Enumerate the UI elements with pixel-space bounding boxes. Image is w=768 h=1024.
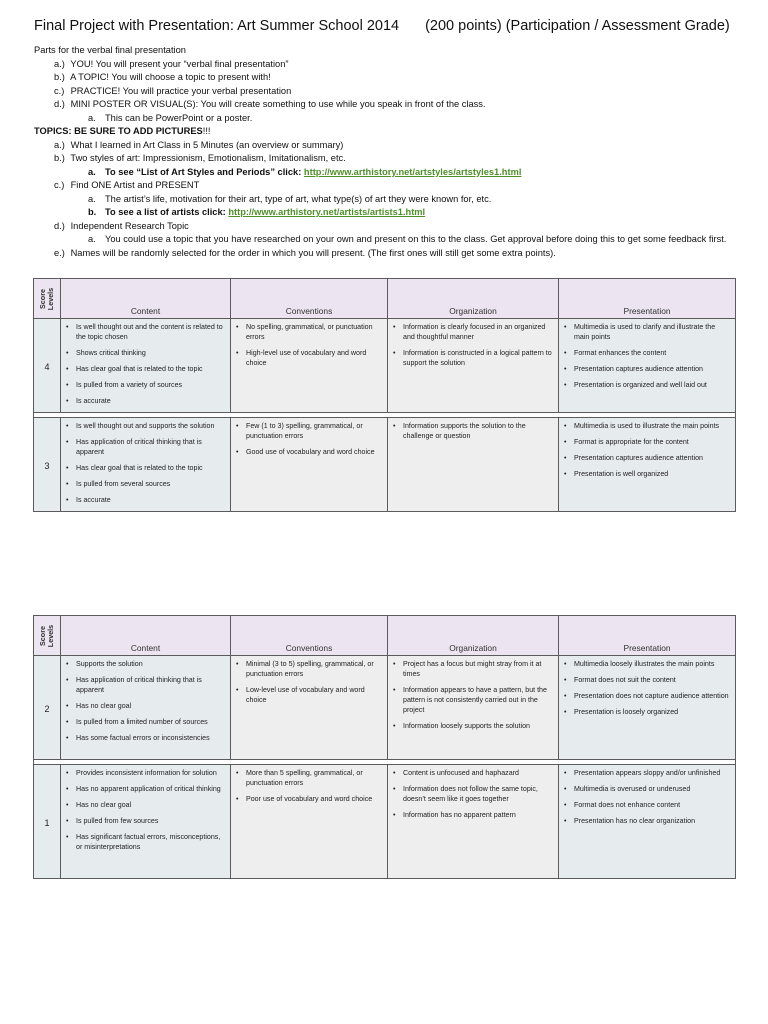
criteria-item: • Presentation captures audience attention [562, 364, 732, 374]
criteria-item: • Is pulled from few sources [64, 816, 227, 826]
score-value: 3 [34, 418, 61, 512]
column-header-organization: Organization [388, 616, 559, 656]
topic-subitem: a. To see “List of Art Styles and Periods” click: http://www.arthistory.net/artstyles/artstyles1.html [88, 166, 522, 177]
criteria-item: • Information appears to have a pattern, but the pattern is not consistently carried out in the project [391, 685, 555, 715]
criteria-item: • Multimedia loosely illustrates the main points [562, 659, 732, 669]
criteria-item: • Format is appropriate for the content [562, 437, 732, 447]
criteria-item: • Multimedia is used to clarify and illustrate the main points [562, 322, 732, 342]
criteria-item: • Multimedia is used to illustrate the main points [562, 421, 732, 431]
criteria-cell [559, 319, 736, 413]
instructions [34, 44, 754, 260]
criteria-item: • More than 5 spelling, grammatical, or punctuation errors [234, 768, 384, 788]
criteria-item: • Is accurate [64, 396, 227, 406]
topic-subitem: b. To see a list of artists click: http://www.arthistory.net/artists/artists1.html [88, 207, 426, 217]
criteria-item: • Has application of critical thinking that is apparent [64, 675, 227, 695]
criteria-item: • Presentation does not capture audience attention [562, 691, 732, 701]
criteria-cell [388, 319, 559, 413]
topic-item: d.) Independent Research Topic [54, 220, 189, 231]
criteria-item: • Shows critical thinking [64, 348, 227, 358]
artists-link[interactable]: http://www.arthistory.net/artists/artists1.html [228, 207, 426, 217]
criteria-cell [388, 418, 559, 512]
column-header-presentation: Presentation [559, 279, 736, 319]
criteria-cell [388, 765, 559, 879]
score-value: 4 [34, 319, 61, 413]
criteria-cell [559, 765, 736, 879]
criteria-item: • Has clear goal that is related to the topic [64, 364, 227, 374]
column-header-organization: Organization [388, 279, 559, 319]
rubric-row [34, 418, 736, 512]
criteria-item: • Presentation has no clear organization [562, 816, 732, 826]
criteria-item: • Information is clearly focused in an organized and thoughtful manner [391, 322, 555, 342]
criteria-item: • Format does not suit the content [562, 675, 732, 685]
title-text: Final Project with Presentation: Art Summer School 2014 [34, 18, 400, 34]
criteria-item: • Is well thought out and supports the solution [64, 421, 227, 431]
part-item: b.) A TOPIC! You will choose a topic to present with! [54, 72, 271, 82]
criteria-item: • Is pulled from a variety of sources [64, 380, 227, 390]
criteria-item: • Format does not enhance content [562, 800, 732, 810]
criteria-item: • Has no apparent application of critical thinking [64, 784, 227, 794]
criteria-item: • High-level use of vocabulary and word choice [234, 348, 384, 368]
criteria-item: • Has no clear goal [64, 800, 227, 810]
score-value: 1 [34, 765, 61, 879]
criteria-item: • Is pulled from a limited number of sources [64, 717, 227, 727]
rubric-row [34, 656, 736, 760]
part-subitem: a. This can be PowerPoint or a poster. [88, 112, 253, 123]
criteria-item: • Presentation is loosely organized [562, 707, 732, 717]
criteria-item: • Has significant factual errors, misconceptions, or misinterpretations [64, 832, 227, 852]
criteria-item: • Is accurate [64, 495, 227, 505]
rubric-table-top [33, 278, 736, 512]
part-item: c.) PRACTICE! You will practice your verbal presentation [54, 85, 292, 96]
criteria-item: • Has no clear goal [64, 701, 227, 711]
criteria-item: • Content is unfocused and haphazard [391, 768, 555, 778]
criteria-cell [231, 656, 388, 760]
topic-item: e.) Names will be randomly selected for the order in which you will present. (The first ones will still get some extra points). [54, 247, 556, 258]
criteria-item: • Provides inconsistent information for solution [64, 768, 227, 778]
criteria-cell [559, 656, 736, 760]
criteria-item: • Few (1 to 3) spelling, grammatical, or punctuation errors [234, 421, 384, 441]
criteria-item: • Is pulled from several sources [64, 479, 227, 489]
topics-heading: TOPICS: BE SURE TO ADD PICTURES!!! [34, 126, 211, 136]
criteria-item: • Presentation is well organized [562, 469, 732, 479]
topic-subitem: a. The artist’s life, motivation for their art, type of art, what type(s) of art they were known for, etc. [88, 193, 492, 204]
criteria-cell [388, 656, 559, 760]
criteria-item: • Information loosely supports the solution [391, 721, 555, 731]
topic-item: b.) Two styles of art: Impressionism, Emotionalism, Imitationalism, etc. [54, 153, 346, 163]
topic-item: c.) Find ONE Artist and PRESENT [54, 180, 200, 190]
parts-heading: Parts for the verbal final presentation [34, 45, 186, 55]
criteria-cell [61, 765, 231, 879]
criteria-cell [61, 656, 231, 760]
criteria-item: • Good use of vocabulary and word choice [234, 447, 384, 457]
document-title [34, 18, 730, 34]
criteria-item: • Information supports the solution to the challenge or question [391, 421, 555, 441]
column-header-presentation: Presentation [559, 616, 736, 656]
art-styles-link[interactable]: http://www.arthistory.net/artstyles/artstyles1.html [303, 166, 522, 177]
score-levels-header: Score Levels [34, 279, 61, 319]
topic-item: a.) What I learned in Art Class in 5 Minutes (an overview or summary) [54, 139, 344, 150]
rubric-row [34, 319, 736, 413]
topic-subitem: a. You could use a topic that you have researched on your own and present on this to the class. Get approval before doing this to get some feedback first. [88, 234, 727, 244]
criteria-item: • Multimedia is overused or underused [562, 784, 732, 794]
score-value: 2 [34, 656, 61, 760]
criteria-cell [559, 418, 736, 512]
rubric-row [34, 765, 736, 879]
points-text: (200 points) (Participation / Assessment Grade) [425, 18, 730, 34]
column-header-conventions: Conventions [231, 616, 388, 656]
criteria-cell [231, 319, 388, 413]
part-item: d.) MINI POSTER OR VISUAL(S): You will create something to use while you speak in front of the class. [54, 99, 486, 109]
criteria-cell [231, 418, 388, 512]
criteria-item: • Presentation is organized and well laid out [562, 380, 732, 390]
score-levels-header: Score Levels [34, 616, 61, 656]
criteria-item: • Project has a focus but might stray from it at times [391, 659, 555, 679]
criteria-item: • Has application of critical thinking that is apparent [64, 437, 227, 457]
column-header-content: Content [61, 616, 231, 656]
criteria-item: • Supports the solution [64, 659, 227, 669]
column-header-conventions: Conventions [231, 279, 388, 319]
criteria-item: • Information has no apparent pattern [391, 810, 555, 820]
criteria-item: • Has clear goal that is related to the topic [64, 463, 227, 473]
criteria-cell [61, 319, 231, 413]
criteria-item: • Presentation captures audience attention [562, 453, 732, 463]
part-item: a.) YOU! You will present your “verbal final presentation” [54, 58, 289, 69]
rubric-table-bottom [33, 615, 736, 879]
criteria-item: • Has some factual errors or inconsistencies [64, 733, 227, 743]
criteria-item: • Low-level use of vocabulary and word choice [234, 685, 384, 705]
criteria-item: • Poor use of vocabulary and word choice [234, 794, 384, 804]
criteria-item: • Format enhances the content [562, 348, 732, 358]
criteria-item: • Information is constructed in a logical pattern to support the solution [391, 348, 555, 368]
criteria-cell [61, 418, 231, 512]
criteria-item: • Presentation appears sloppy and/or unfinished [562, 768, 732, 778]
criteria-item: • Is well thought out and the content is related to the topic chosen [64, 322, 227, 342]
criteria-item: • Minimal (3 to 5) spelling, grammatical, or punctuation errors [234, 659, 384, 679]
criteria-item: • No spelling, grammatical, or punctuation errors [234, 322, 384, 342]
column-header-content: Content [61, 279, 231, 319]
criteria-item: • Information does not follow the same topic, doesn’t seem like it goes together [391, 784, 555, 804]
criteria-cell [231, 765, 388, 879]
